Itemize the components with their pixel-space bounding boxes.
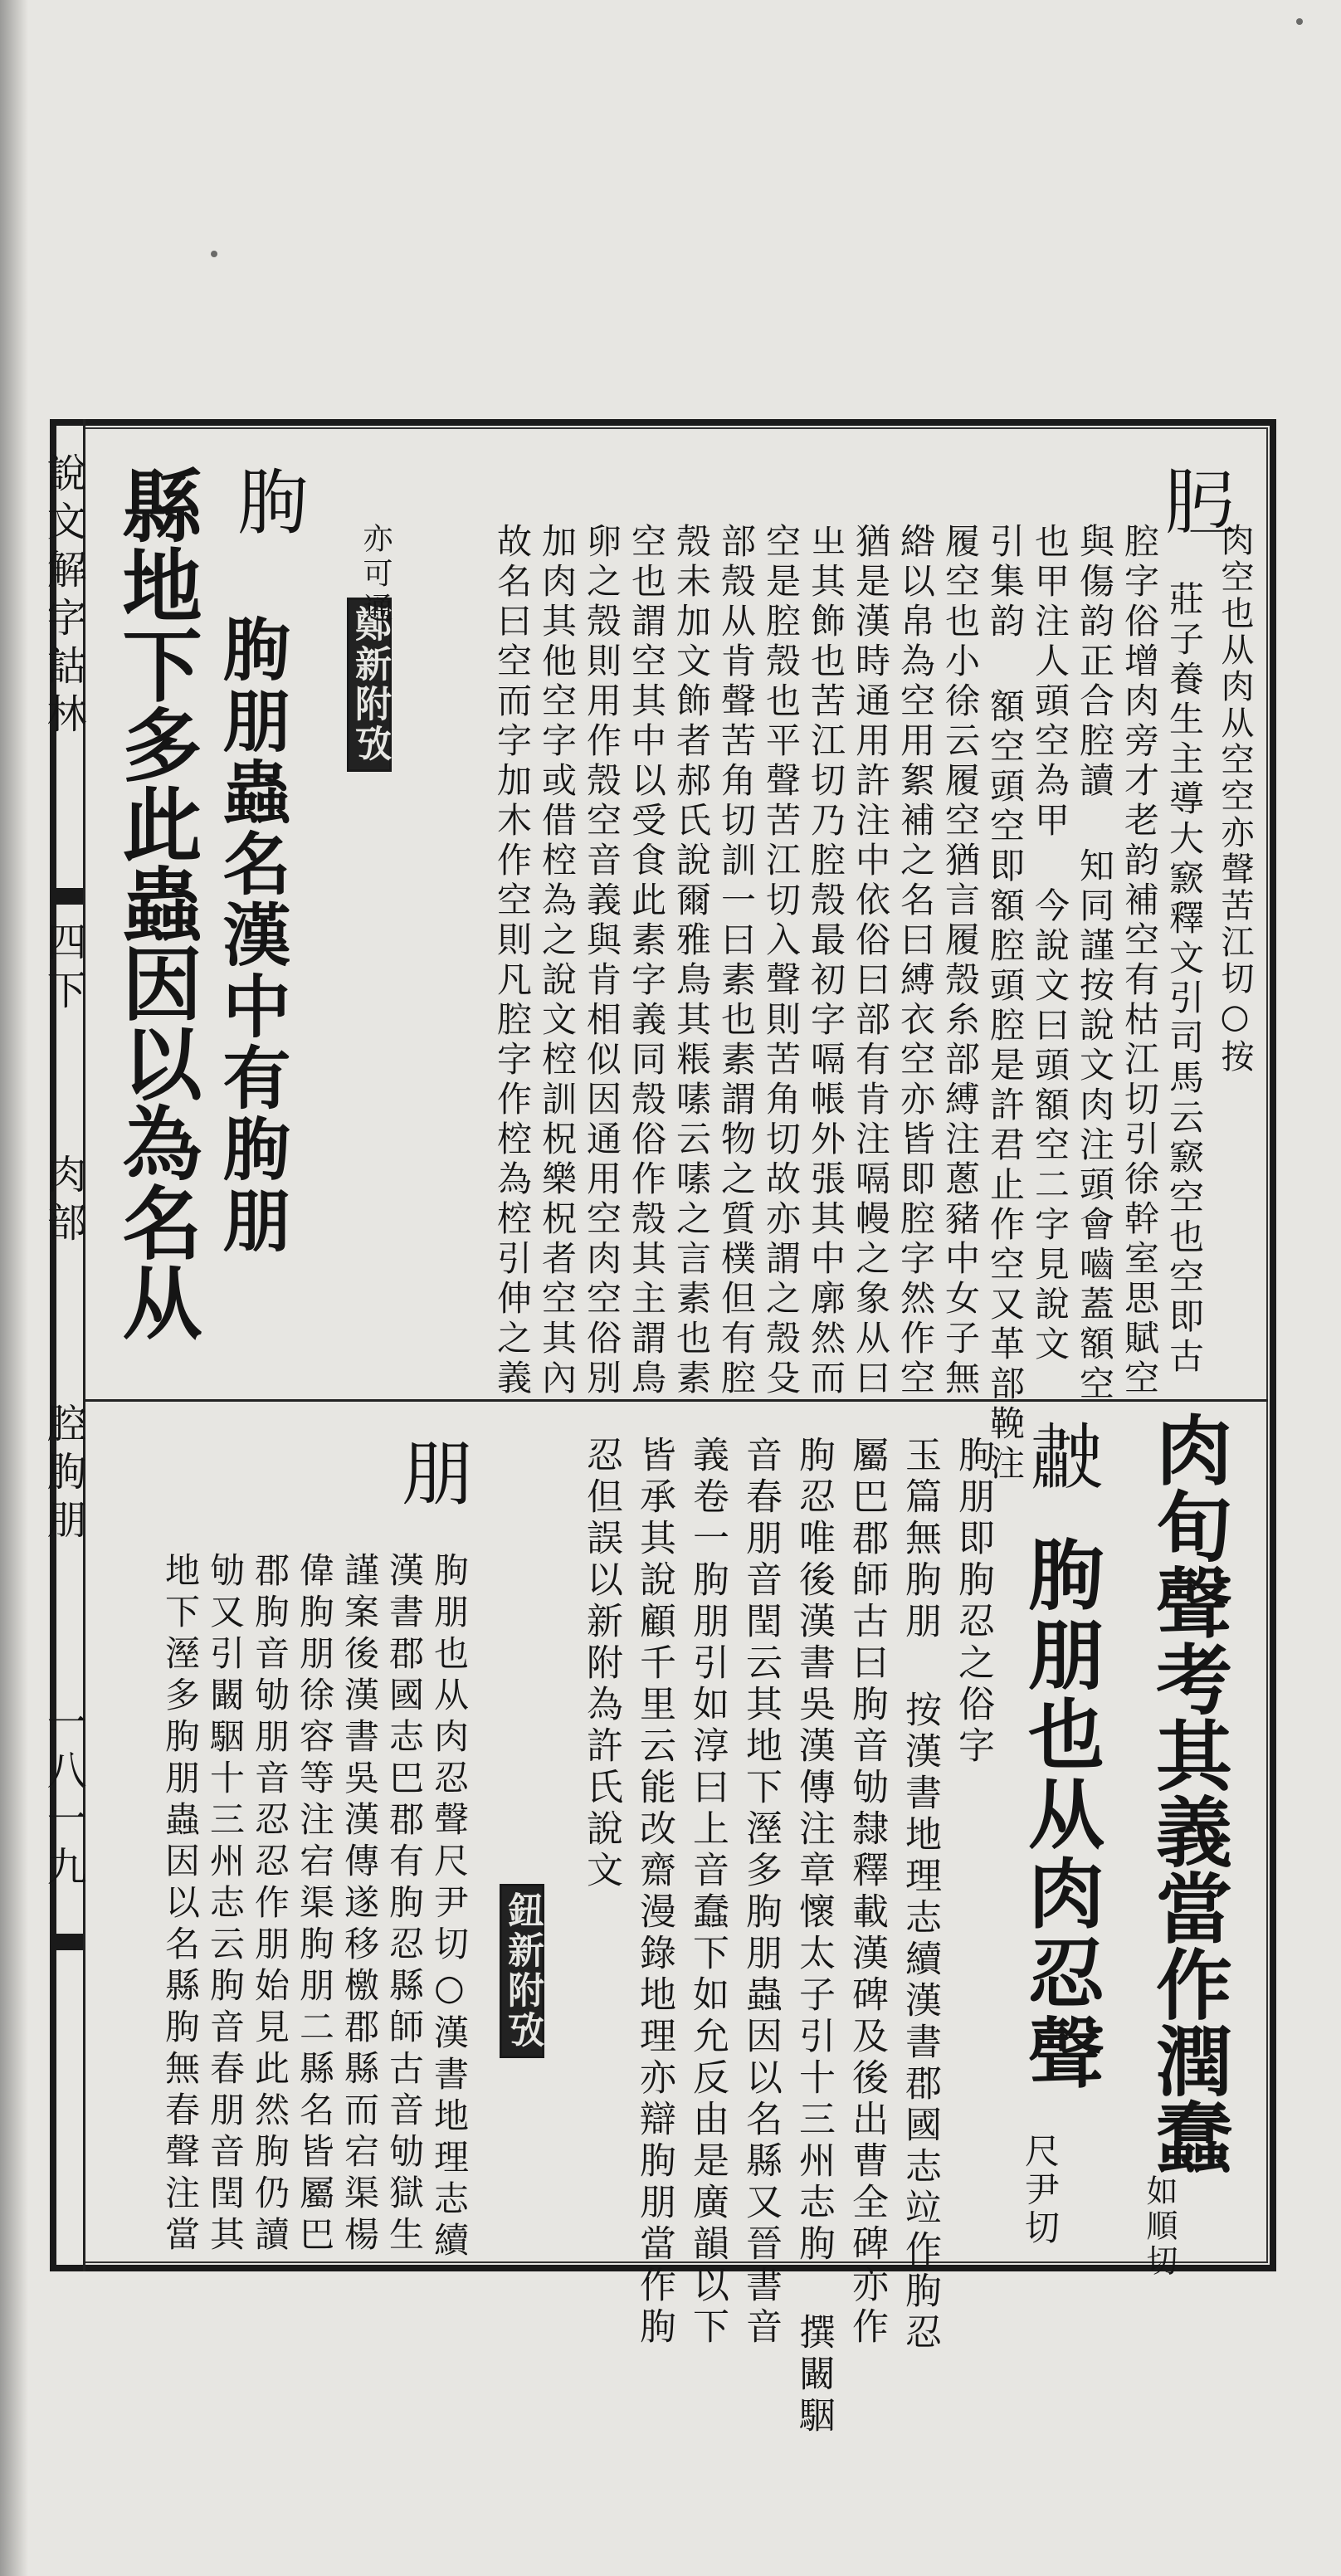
commentary-line: 故名曰空而字加木作空則凡腔字作椌為椌引伸之義 (492, 523, 533, 1399)
entry-headline: 朐朋也从肉忍聲 (1016, 1535, 1105, 2093)
commentary-line: 屬巴郡師古曰朐音劬隸釋載漢碑及後出曹全碑亦作 (846, 1436, 888, 2349)
commentary-line: 空是腔殼也平聲苦江切入聲則苦角切故亦謂之殼殳 (761, 523, 802, 1399)
ink-speck (1296, 18, 1303, 25)
commentary-line: 偉朐朋徐容等注宕渠朐朋二縣名皆屬巴 (295, 1552, 335, 2257)
book-binding-edge (0, 0, 28, 2576)
entry-seal-char: 𦙠 (1156, 465, 1239, 538)
entry-seal-char: 𦘤 (1022, 1419, 1104, 1492)
commentary-line: 腔字俗增肉旁才老韵補空有枯江切引徐幹室思賦空 (1119, 523, 1160, 1399)
commentary-line: 皆承其說顧千里云能改齋漫錄地理亦辯朐朋當作朐 (633, 1436, 675, 2349)
entry-seal-char: 朋 (389, 1436, 472, 1509)
commentary-line: 朐朋也从肉忍聲尺尹切○漢書地理志續 (429, 1552, 470, 2263)
page-number: 一八一九 (40, 1701, 86, 1894)
section-label: 肉部 (40, 1154, 86, 1250)
entry-definition: 肉空也从肉从空空亦聲苦江切○按 (1216, 523, 1254, 1076)
commentary-line: 與傷韵正合腔讀 知同謹按說文肉注頭會嚙蓋額空 (1075, 523, 1115, 1405)
trail-note: 亦可通 (358, 523, 393, 627)
commentary-line: 猶是漢時通用許注中依俗曰部有肯注嗝幔之象从曰 (851, 523, 891, 1399)
author-tag: 鈕新附攷 (500, 1884, 544, 2058)
ink-speck (211, 251, 217, 257)
volume-label: 四下 (40, 921, 86, 1017)
commentary-line: 也甲注人頭空為甲 今說文曰頭額空二字見說文 (1030, 523, 1070, 1365)
entry-headline: 肉旬聲考其義當作潤蠢 (1144, 1411, 1233, 2174)
commentary-line: 空也謂空其中以受食此素字義同殼俗作殼其主謂鳥 (627, 523, 667, 1399)
entry-headline-note: 尺尹切 (1020, 2133, 1061, 2247)
margin-fishtail-bottom (50, 1934, 83, 1950)
author-tag: 鄭新附攷 (347, 598, 392, 772)
margin-fishtail-top (50, 888, 83, 905)
commentary-line: 綹以帛為空用絮補之名曰縛衣空亦皆即腔字然作空 (895, 523, 936, 1399)
headword-seal-char: 朐 (225, 465, 308, 538)
commentary-line: 部殼从肯聲苦角切訓一曰素也素謂物之質樸但有腔 (716, 523, 757, 1399)
commentary-line: 朐朋即朐忍之俗字 (952, 1436, 994, 1768)
commentary-line: 引集韵 額空頭空即額腔頭腔是許君止作空又革部鞔注 (985, 523, 1026, 1485)
commentary-line: 忍但誤以新附為許氏說文 (580, 1436, 622, 1892)
commentary-line: 漢書郡國志巴郡有朐忍縣師古音劬獄生 (384, 1552, 425, 2257)
headword-definition: 縣地下多此蟲因以為名从 (110, 465, 203, 1341)
commentary-line: 加肉其他空字或借椌為之說文椌訓柷樂柷者空其內 (537, 523, 578, 1399)
commentary-line: 地下溼多朐朋蟲因以名縣朐無春聲注當 (160, 1552, 201, 2257)
commentary-line: 玉篇無朐朋 按漢書地理志續漢書郡國志竝作朐忍 (899, 1436, 941, 2354)
commentary-line: 卵之殼則用作殼空音義與肯相似因通用空肉空俗別 (582, 523, 622, 1399)
commentary-line: 㞢其飾也苦江切乃腔殼最初字嗝帳外張其中廓然而 (806, 523, 846, 1399)
commentary-line: 音春朋音閏云其地下溼多朐朋蟲因以名縣又晉書音 (739, 1436, 782, 2349)
entries-label: 腔朐朋 (40, 1403, 86, 1547)
commentary-line: 莊子養生主導大窾釋文引司馬云窾空也空即古 (1164, 581, 1205, 1378)
commentary-line: 郡朐音劬朋音忍忍作朋始見此然朐仍讀 (250, 1552, 290, 2257)
commentary-line: 劬又引闞駰十三州志云朐音春朋音閏其 (205, 1552, 246, 2257)
commentary-line: 履空也小徐云履空猶言履殼糸部縛注蔥豬中女子無 (940, 523, 981, 1399)
commentary-line: 殼未加文飾者郝氏說爾雅鳥其粻嗉云嗉之言素也素 (671, 523, 712, 1399)
book-title: 說文解字詁林 (40, 452, 86, 741)
commentary-line: 謹案後漢書吳漢傳遂移檄郡縣而宕渠楊 (339, 1552, 380, 2257)
commentary-line: 朐忍唯後漢書吳漢傳注章懷太子引十三州志朐 撰闞駰 (792, 1436, 835, 2437)
headword-definition: 朐朋蟲名漢中有朐朋 (212, 614, 291, 1256)
commentary-line: 義卷一朐朋引如淳曰上音蠢下如允反由是廣韻以下 (686, 1436, 729, 2349)
entry-headline-note: 如順切 (1141, 2174, 1178, 2279)
